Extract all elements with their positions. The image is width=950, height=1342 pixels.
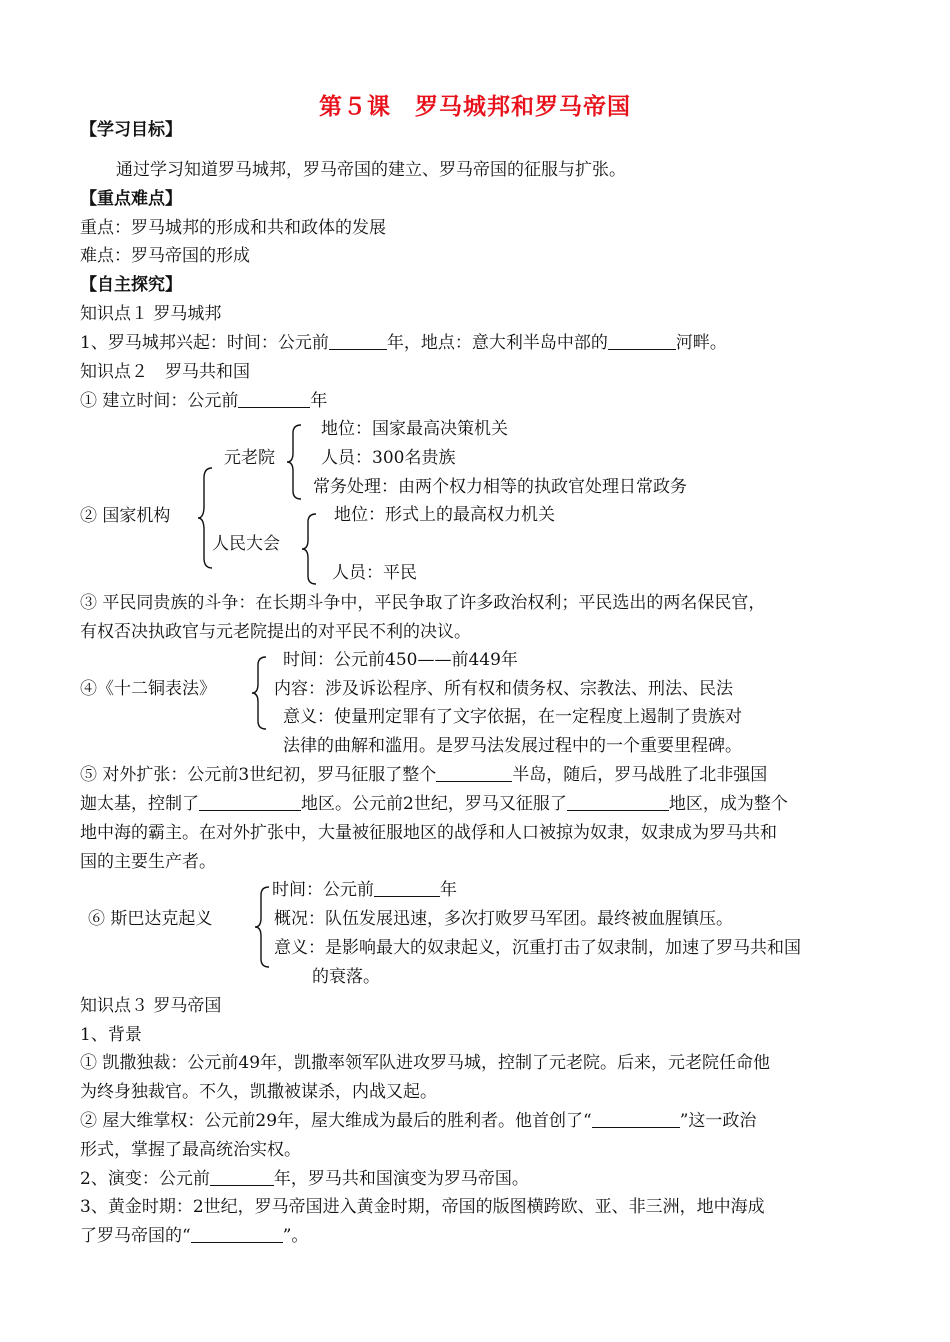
k3-heading: 知识点３ 罗马帝国 — [80, 996, 222, 1016]
k2-heading: 知识点２ 罗马共和国 — [80, 362, 250, 382]
octavian-text-b: ”这一政治 — [679, 1111, 757, 1131]
fill-blank-river[interactable] — [608, 333, 676, 350]
tables-time: 时间：公元前450——前449年 — [283, 650, 518, 670]
spartacus-meaning-1: 意义：是影响最大的奴隶起义，沉重打击了奴隶制，加速了罗马共和国 — [274, 938, 801, 958]
fill-blank-political-form[interactable] — [592, 1111, 680, 1128]
fill-blank-year[interactable] — [329, 333, 387, 350]
octavian-text-a: ② 屋大维掌权：公元前29年，屋大维成为最后的胜利者。他首创了“ — [80, 1111, 592, 1131]
struggle-line-1: ③ 平民同贵族的斗争：在长期斗争中，平民争取了许多政治权利；平民选出的两名保民官， — [80, 593, 766, 613]
spartacus-label: ⑥ 斯巴达克起义 — [88, 909, 213, 929]
tables-meaning-2: 法律的曲解和滥用。是罗马法发展过程中的一个重要里程碑。 — [283, 736, 742, 756]
expansion-line-3: 地中海的霸主。在对外扩张中，大量被征服地区的战俘和人口被掠为奴隶，奴隶成为罗马共和 — [80, 823, 777, 843]
goals-heading: 【学习目标】 — [80, 120, 182, 140]
key-heading: 【重点难点】 — [80, 189, 182, 209]
struggle-line-2: 有权否决执政官与元老院提出的对平民不利的决议。 — [80, 622, 471, 642]
founding-text-a: ① 建立时间：公元前 — [80, 391, 239, 411]
golden-line-1: 3、黄金时期：2世纪，罗马帝国进入黄金时期，帝国的版图横跨欧、亚、非三洲，地中海成 — [80, 1197, 765, 1217]
k1-text-a: 1、罗马城邦兴起：时间：公元前 — [80, 333, 329, 353]
expansion-line-4: 国的主要生产者。 — [80, 852, 216, 872]
tables-meaning-1: 意义：使量刑定罪有了文字依据，在一定程度上遏制了贵族对 — [283, 707, 742, 727]
page-title: 第５课 罗马城邦和罗马帝国 — [319, 94, 631, 120]
key-point: 重点：罗马城邦的形成和共和政体的发展 — [80, 218, 386, 238]
k1-heading: 知识点１ 罗马城邦 — [80, 304, 222, 324]
tables-content: 内容：涉及诉讼程序、所有权和债务权、宗教法、刑法、民法 — [274, 679, 733, 699]
k3-background: 1、背景 — [80, 1025, 142, 1045]
senate-position: 地位：国家最高决策机关 — [321, 419, 508, 439]
fill-blank-inland-sea[interactable] — [191, 1226, 283, 1243]
fill-blank-peninsula[interactable] — [436, 765, 512, 782]
spartacus-brace — [253, 885, 273, 969]
fill-blank-spartacus-year[interactable] — [374, 880, 440, 897]
tables-label: ④《十二铜表法》 — [80, 679, 216, 699]
spartacus-meaning-2: 的衰落。 — [312, 967, 380, 987]
k1-text-c: 河畔。 — [675, 333, 727, 353]
spartacus-overview: 概况：队伍发展迅速，多次打败罗马军团。最终被血腥镇压。 — [274, 909, 733, 929]
fill-blank-region-2[interactable] — [567, 794, 669, 811]
goals-text: 通过学习知道罗马城邦，罗马帝国的建立、罗马帝国的征服与扩张。 — [116, 160, 626, 180]
golden-text-b: ”。 — [282, 1226, 309, 1246]
assembly-brace — [300, 512, 320, 586]
state-organs-label: ② 国家机构 — [80, 506, 171, 526]
caesar-line-2: 为终身独裁官。不久，凯撒被谋杀，内战又起。 — [80, 1082, 437, 1102]
k1-text-b: 年，地点：意大利半岛中部的 — [386, 333, 608, 353]
caesar-line-1: ① 凯撒独裁：公元前49年，凯撒率领军队进攻罗马城，控制了元老院。后来，元老院任命他 — [80, 1053, 771, 1073]
octavian-line-1 — [80, 1110, 756, 1132]
golden-line-2 — [80, 1225, 308, 1247]
evolution-line — [80, 1168, 529, 1190]
senate-label: 元老院 — [224, 448, 275, 468]
spartacus-time — [272, 879, 457, 901]
state-organs-brace — [196, 466, 216, 570]
tables-brace — [250, 655, 270, 731]
expansion-line-1 — [80, 764, 767, 786]
expansion-line-2 — [80, 793, 788, 815]
golden-text-a: 了罗马帝国的“ — [80, 1226, 191, 1246]
octavian-line-2: 形式，掌握了最高统治实权。 — [80, 1140, 301, 1160]
fill-blank-evolution-year[interactable] — [210, 1169, 274, 1186]
senate-affairs: 常务处理：由两个权力相等的执政官处理日常政务 — [313, 477, 687, 497]
spartacus-time-a: 时间：公元前 — [272, 880, 374, 900]
evolution-text-a: 2、演变：公元前 — [80, 1169, 210, 1189]
evolution-text-b: 年，罗马共和国演变为罗马帝国。 — [273, 1169, 529, 1189]
expansion-text-1b: 半岛，随后，罗马战胜了北非强国 — [512, 765, 768, 785]
expansion-text-1a: ⑤ 对外扩张：公元前3世纪初，罗马征服了整个 — [80, 765, 437, 785]
difficult-point: 难点：罗马帝国的形成 — [80, 246, 250, 266]
founding-text-b: 年 — [310, 391, 328, 411]
senate-brace — [285, 423, 305, 501]
senate-members: 人员：300名贵族 — [321, 448, 456, 468]
spartacus-time-b: 年 — [440, 880, 457, 900]
expansion-text-2c: 地区，成为整个 — [668, 794, 788, 814]
expansion-text-2a: 迦太基，控制了 — [80, 794, 199, 814]
founding-line — [80, 390, 327, 412]
fill-blank-founding-year[interactable] — [238, 391, 310, 408]
k1-line1 — [80, 332, 727, 354]
fill-blank-region-1[interactable] — [199, 794, 301, 811]
assembly-members: 人员：平民 — [332, 563, 417, 583]
expansion-text-2b: 地区。公元前2世纪，罗马又征服了 — [301, 794, 567, 814]
assembly-position: 地位：形式上的最高权力机关 — [334, 505, 555, 525]
assembly-label: 人民大会 — [212, 534, 280, 554]
explore-heading: 【自主探究】 — [80, 275, 182, 295]
